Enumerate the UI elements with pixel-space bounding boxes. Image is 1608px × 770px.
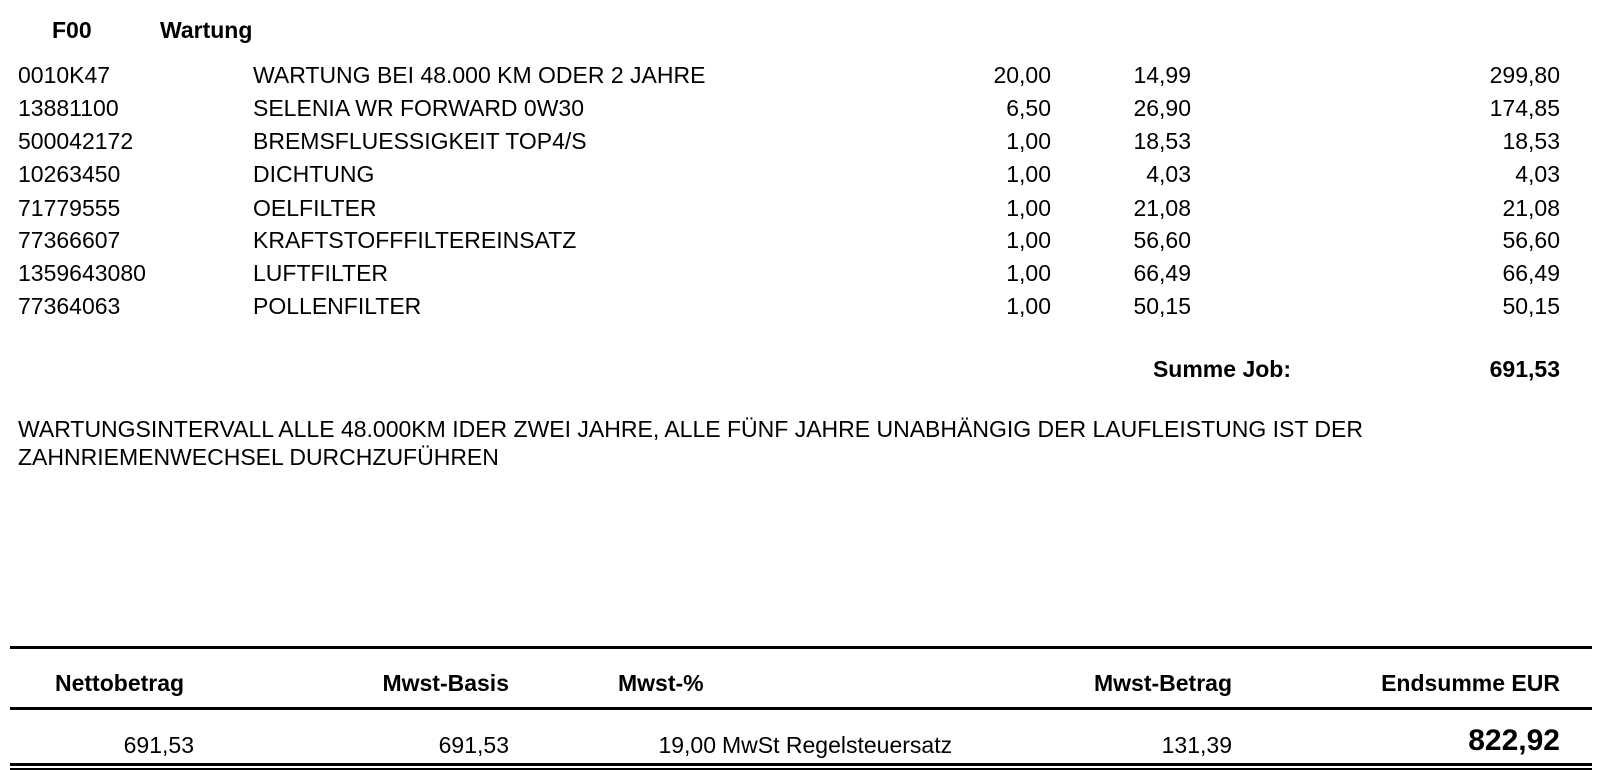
item-price: 50,15: [1133, 293, 1191, 319]
item-description: BREMSFLUESSIGKEIT TOP4/S: [253, 128, 587, 154]
header-vat-amount: Mwst-Betrag: [1093, 670, 1232, 696]
table-row: [0, 195, 1608, 229]
item-qty: 1,00: [1006, 195, 1051, 221]
item-qty: 6,50: [1006, 95, 1051, 121]
item-code: 71779555: [18, 195, 121, 221]
item-price: 56,60: [1133, 227, 1191, 253]
value-net: 691,53: [123, 732, 194, 758]
item-qty: 1,00: [1006, 227, 1051, 253]
totals-top-rule: [10, 646, 1592, 649]
totals-header-rule: [10, 707, 1592, 710]
value-vat-base: 691,53: [438, 732, 509, 758]
header-vat-pct: Mwst-%: [618, 670, 704, 696]
item-code: 0010K47: [18, 62, 111, 88]
item-total: 174,85: [1489, 95, 1560, 121]
value-vat-amount: 131,39: [1161, 732, 1232, 758]
item-total: 18,53: [1502, 128, 1560, 154]
value-vat-desc: MwSt Regelsteuersatz: [722, 732, 953, 758]
value-grand-total: 822,92: [1468, 724, 1560, 757]
item-price: 66,49: [1133, 260, 1191, 286]
item-description: POLLENFILTER: [253, 293, 422, 319]
job-title: Wartung: [160, 17, 253, 43]
item-description: OELFILTER: [253, 195, 377, 221]
table-row: [0, 161, 1608, 195]
item-description: WARTUNG BEI 48.000 KM ODER 2 JAHRE: [253, 62, 706, 88]
item-total: 66,49: [1502, 260, 1560, 286]
job-sum-value: 691,53: [1489, 356, 1560, 382]
item-code: 13881100: [18, 95, 119, 121]
value-vat-pct: 19,00: [658, 732, 716, 758]
table-row: [0, 227, 1608, 261]
table-row: [0, 293, 1608, 327]
item-qty: 1,00: [1006, 161, 1051, 187]
table-row: [0, 260, 1608, 294]
job-sum-label: Summe Job:: [1152, 356, 1291, 382]
table-row: [0, 62, 1608, 96]
item-total: 50,15: [1502, 293, 1560, 319]
maintenance-note: WARTUNGSINTERVALL ALLE 48.000KM IDER ZWEI JAHRE, ALLE FÜNF JAHRE UNABHÄNGIG DER LAUFLEISTUNG IST DER ZAHNRIEMENWECHSEL DURCHZUFÜHREN: [18, 416, 1363, 470]
item-price: 18,53: [1133, 128, 1191, 154]
item-qty: 1,00: [1006, 128, 1051, 154]
item-total: 4,03: [1515, 161, 1560, 187]
header-net: Nettobetrag: [55, 670, 185, 696]
item-total: 299,80: [1489, 62, 1560, 88]
item-qty: 1,00: [1006, 260, 1051, 286]
header-grand-total: Endsumme EUR: [1381, 670, 1560, 696]
item-price: 4,03: [1146, 161, 1191, 187]
totals-bottom-rule-1: [10, 763, 1592, 766]
header-vat-base: Mwst-Basis: [382, 670, 509, 696]
item-description: SELENIA WR FORWARD 0W30: [253, 95, 585, 121]
item-description: KRAFTSTOFFFILTEREINSATZ: [253, 227, 577, 253]
item-qty: 1,00: [1006, 293, 1051, 319]
item-code: 10263450: [18, 161, 121, 187]
table-row: [0, 95, 1608, 129]
item-code: 500042172: [18, 128, 134, 154]
item-qty: 20,00: [993, 62, 1051, 88]
table-row: [0, 128, 1608, 162]
item-code: 77366607: [18, 227, 121, 253]
item-total: 21,08: [1502, 195, 1560, 221]
item-price: 21,08: [1133, 195, 1191, 221]
item-price: 26,90: [1133, 95, 1191, 121]
item-price: 14,99: [1133, 62, 1191, 88]
item-total: 56,60: [1502, 227, 1560, 253]
item-code: 1359643080: [18, 260, 146, 286]
job-code: F00: [52, 17, 92, 43]
item-description: LUFTFILTER: [253, 260, 389, 286]
item-description: DICHTUNG: [253, 161, 375, 187]
item-code: 77364063: [18, 293, 121, 319]
